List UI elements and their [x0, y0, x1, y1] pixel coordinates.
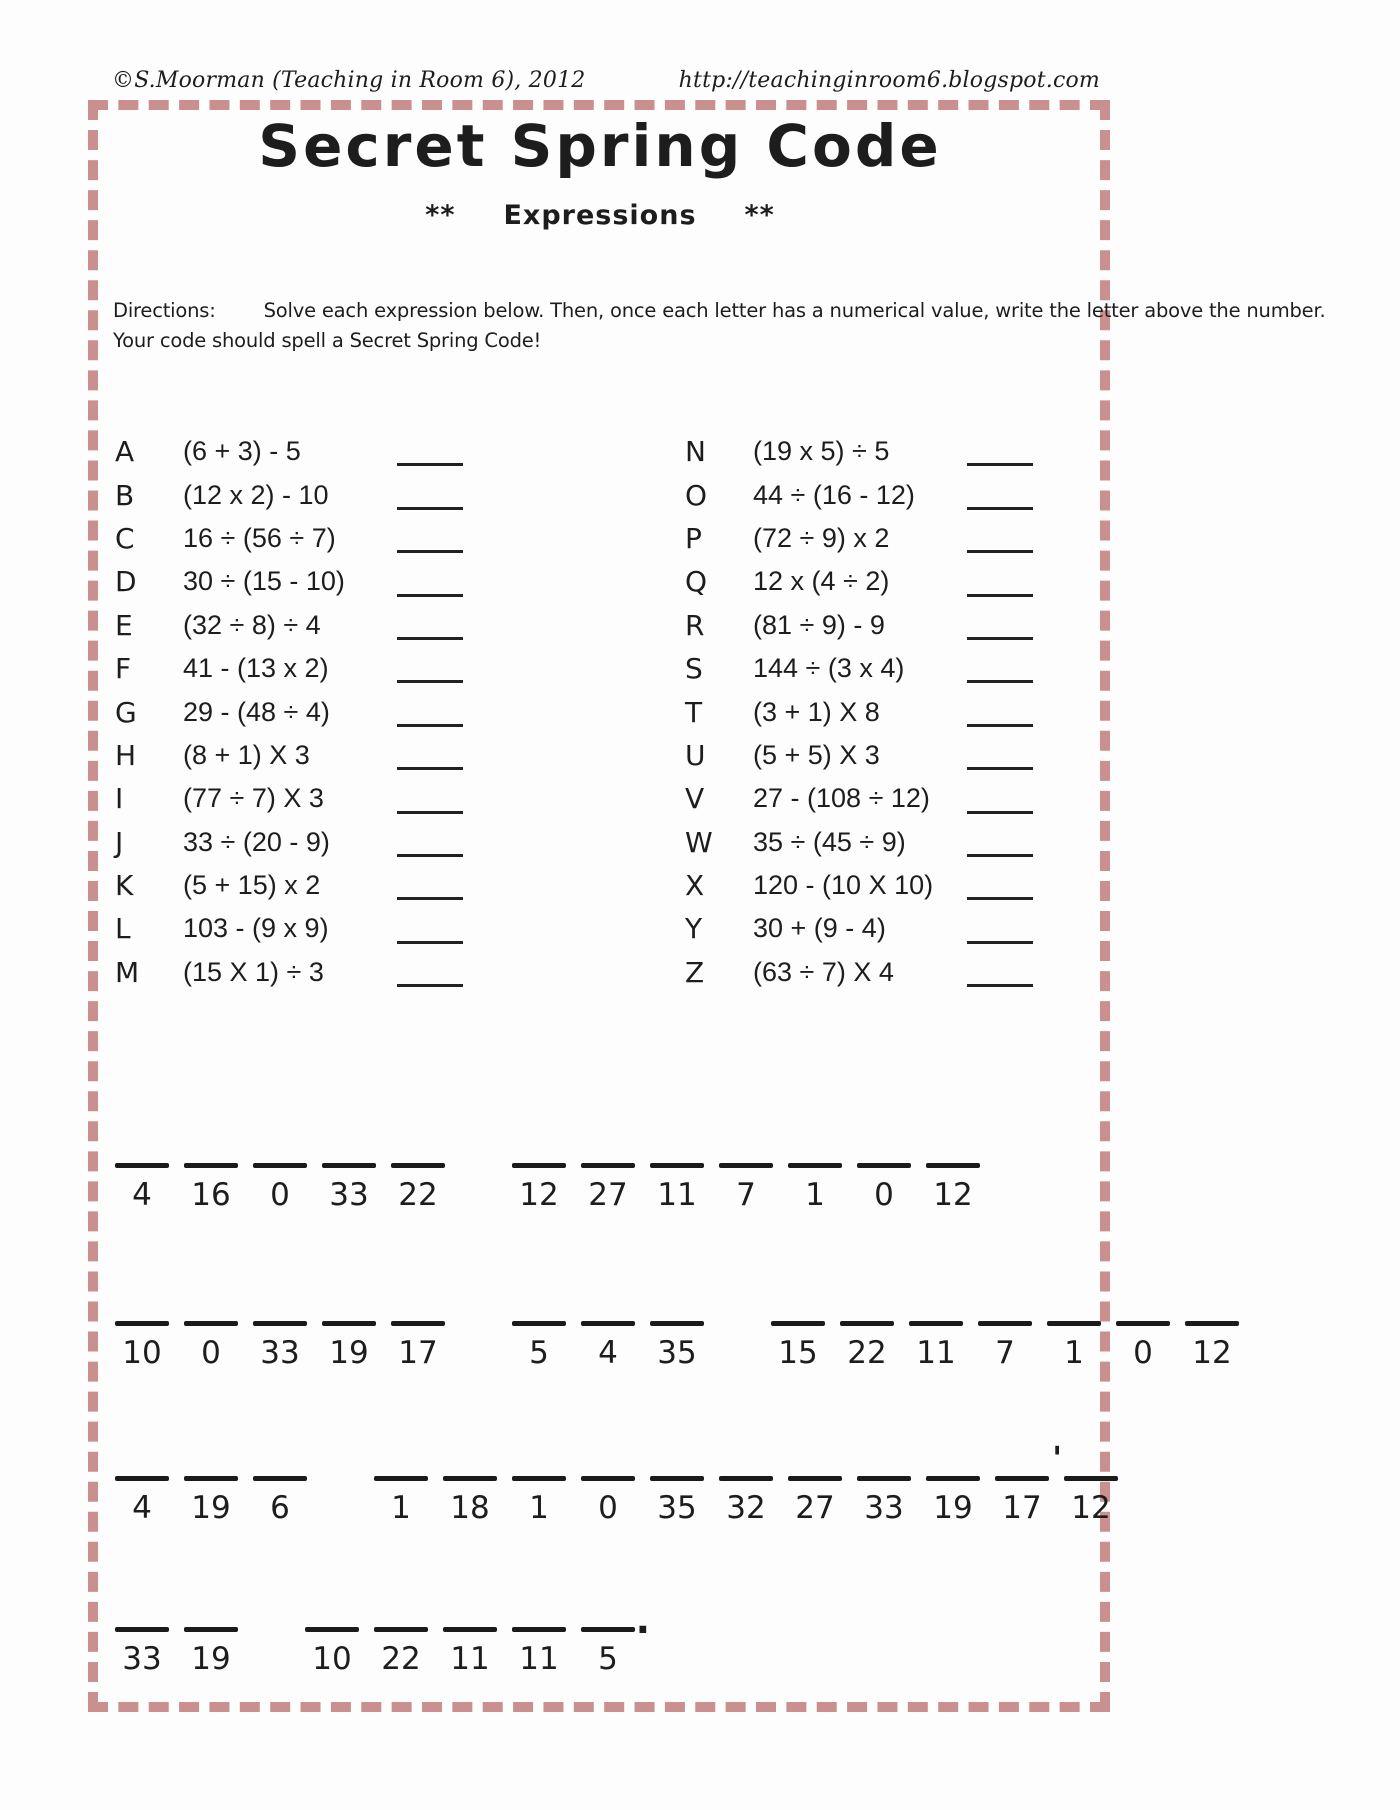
code-cell	[512, 1627, 566, 1677]
code-blank-line	[374, 1627, 428, 1632]
code-cell	[443, 1476, 497, 1526]
code-cell	[374, 1476, 428, 1526]
code-blank-line	[322, 1321, 376, 1326]
answer-blank-line	[967, 507, 1033, 510]
code-blank-line	[909, 1321, 963, 1326]
answer-blank-line	[967, 594, 1033, 597]
answer-blank-line	[397, 767, 463, 770]
code-blank-line	[719, 1476, 773, 1481]
code-number: 4	[132, 1490, 152, 1526]
code-word	[115, 1627, 253, 1677]
code-word	[512, 1163, 995, 1213]
expression-text: 29 - (48 ÷ 4)	[183, 696, 330, 727]
code-blank-line	[650, 1476, 704, 1481]
code-blank-line	[581, 1163, 635, 1168]
code-blank-line	[253, 1321, 307, 1326]
code-cell	[909, 1321, 963, 1371]
expression-letter: A	[115, 435, 135, 469]
code-number: 33	[260, 1335, 300, 1371]
expression-letter: P	[685, 521, 702, 555]
code-number: 11	[519, 1641, 559, 1677]
code-cell	[1185, 1321, 1239, 1371]
expression-letter: I	[115, 782, 124, 816]
code-blank-line	[512, 1321, 566, 1326]
code-blank-line	[184, 1163, 238, 1168]
code-number: 16	[191, 1177, 231, 1213]
expression-row	[685, 473, 1065, 516]
page-title: Secret Spring Code	[258, 112, 942, 180]
code-cell	[184, 1321, 238, 1371]
code-cell	[184, 1627, 238, 1677]
code-blank-line	[719, 1163, 773, 1168]
expression-letter: V	[685, 782, 705, 816]
code-blank-line	[443, 1627, 497, 1632]
code-number: 12	[1192, 1335, 1232, 1371]
expression-row	[685, 647, 1065, 690]
code-blank-line	[1185, 1321, 1239, 1326]
code-blank-line	[253, 1476, 307, 1481]
code-blank-line	[857, 1476, 911, 1481]
code-cell	[391, 1163, 445, 1213]
code-blank-line	[184, 1476, 238, 1481]
code-number: 11	[450, 1641, 490, 1677]
expression-text: 30 + (9 - 4)	[753, 913, 886, 944]
expression-text: 27 - (108 ÷ 12)	[753, 783, 930, 814]
answer-blank-line	[967, 854, 1033, 857]
code-cell	[1064, 1476, 1118, 1526]
expression-row	[685, 907, 1065, 950]
code-number: 12	[1071, 1490, 1111, 1526]
code-cell	[719, 1163, 773, 1213]
expression-row	[685, 560, 1065, 603]
expression-letter: L	[115, 912, 131, 946]
copyright-credit: ©S.Moorman (Teaching in Room 6), 2012	[112, 68, 586, 93]
star-decoration-left: **	[425, 200, 456, 231]
code-blank-line	[115, 1163, 169, 1168]
answer-blank-line	[397, 507, 463, 510]
answer-blank-line	[967, 984, 1033, 987]
code-cell	[253, 1163, 307, 1213]
code-number: 12	[933, 1177, 973, 1213]
answer-blank-line	[397, 637, 463, 640]
expression-text: 35 ÷ (45 ÷ 9)	[753, 826, 906, 857]
code-cell	[443, 1627, 497, 1677]
punctuation-mark: .	[635, 1598, 650, 1642]
code-number: 11	[916, 1335, 956, 1371]
code-blank-line	[115, 1476, 169, 1481]
expression-text: (8 + 1) X 3	[183, 739, 310, 770]
code-cell	[857, 1163, 911, 1213]
code-cell	[184, 1163, 238, 1213]
directions-text2: Your code should spell a Secret Spring Code!	[113, 329, 542, 352]
code-number: 33	[329, 1177, 369, 1213]
code-number: 22	[381, 1641, 421, 1677]
code-cell	[719, 1476, 773, 1526]
code-number: 17	[1002, 1490, 1042, 1526]
code-cell	[581, 1163, 635, 1213]
code-word	[771, 1321, 1254, 1371]
expression-row	[685, 951, 1065, 994]
expression-text: (15 X 1) ÷ 3	[183, 956, 324, 987]
code-blank-line	[391, 1321, 445, 1326]
code-number: 1	[805, 1177, 825, 1213]
answer-blank-line	[397, 854, 463, 857]
code-number: 19	[329, 1335, 369, 1371]
code-blank-line	[840, 1321, 894, 1326]
code-cell	[305, 1627, 359, 1677]
code-cell	[840, 1321, 894, 1371]
blog-url: http://teachinginroom6.blogspot.com	[678, 68, 1100, 93]
code-blank-line	[512, 1627, 566, 1632]
expression-letter: X	[685, 869, 705, 903]
answer-blank-line	[967, 463, 1033, 466]
expression-letter: Z	[685, 955, 705, 989]
expression-letter: U	[685, 738, 706, 772]
expression-row	[115, 690, 475, 733]
answer-blank-line	[397, 680, 463, 683]
expression-letter: F	[115, 652, 132, 686]
code-number: 5	[598, 1641, 618, 1677]
expression-row	[115, 821, 475, 864]
answer-blank-line	[967, 811, 1033, 814]
directions-label: Directions:	[113, 299, 216, 322]
code-number: 1	[391, 1490, 411, 1526]
expression-text: (5 + 5) X 3	[753, 739, 880, 770]
code-blank-line	[374, 1476, 428, 1481]
code-number: 33	[122, 1641, 162, 1677]
code-blank-line	[391, 1163, 445, 1168]
expression-text: 41 - (13 x 2)	[183, 653, 329, 684]
expression-letter: N	[685, 435, 706, 469]
code-number: 0	[270, 1177, 290, 1213]
expression-row	[115, 951, 475, 994]
expression-text: 30 ÷ (15 - 10)	[183, 566, 345, 597]
code-cell	[115, 1627, 169, 1677]
expression-text: (72 ÷ 9) x 2	[753, 522, 890, 553]
code-word	[115, 1476, 322, 1526]
answer-blank-line	[397, 463, 463, 466]
code-cell	[512, 1321, 566, 1371]
expression-row	[685, 734, 1065, 777]
answer-blank-line	[967, 897, 1033, 900]
expression-row	[115, 907, 475, 950]
code-cell	[322, 1321, 376, 1371]
expression-letter: O	[685, 478, 708, 512]
code-cell	[581, 1476, 635, 1526]
expression-letter: Y	[685, 912, 703, 946]
expr-column-right	[685, 430, 1065, 994]
expression-row	[115, 734, 475, 777]
code-blank-line	[650, 1321, 704, 1326]
subtitle-label: Expressions	[503, 200, 697, 231]
answer-blank-line	[967, 680, 1033, 683]
code-number: 32	[726, 1490, 766, 1526]
expression-text: (12 x 2) - 10	[183, 479, 329, 510]
expression-row	[115, 604, 475, 647]
code-number: 10	[312, 1641, 352, 1677]
code-number: 0	[874, 1177, 894, 1213]
code-blank-line	[926, 1163, 980, 1168]
code-blank-line	[978, 1321, 1032, 1326]
expression-row	[685, 864, 1065, 907]
code-blank-line	[1064, 1476, 1118, 1481]
code-cell	[788, 1163, 842, 1213]
code-blank-line	[788, 1476, 842, 1481]
code-number: 5	[529, 1335, 549, 1371]
code-blank-line	[995, 1476, 1049, 1481]
code-blank-line	[115, 1627, 169, 1632]
code-cell	[184, 1476, 238, 1526]
expression-text: (19 x 5) ÷ 5	[753, 436, 890, 467]
code-word	[115, 1163, 460, 1213]
expression-text: (81 ÷ 9) - 9	[753, 609, 885, 640]
answer-blank-line	[967, 941, 1033, 944]
code-cell	[771, 1321, 825, 1371]
code-cell	[581, 1321, 635, 1371]
answer-blank-line	[397, 724, 463, 727]
expression-letter: D	[115, 565, 137, 599]
expression-text: 12 x (4 ÷ 2)	[753, 566, 890, 597]
code-number: 1	[529, 1490, 549, 1526]
expression-row	[115, 473, 475, 516]
code-number: 35	[657, 1490, 697, 1526]
code-blank-line	[512, 1163, 566, 1168]
expression-letter: H	[115, 738, 137, 772]
expression-letter: C	[115, 521, 135, 555]
code-number: 11	[657, 1177, 697, 1213]
code-cell	[788, 1476, 842, 1526]
code-number: 22	[398, 1177, 438, 1213]
code-blank-line	[184, 1321, 238, 1326]
expression-text: (77 ÷ 7) X 3	[183, 783, 324, 814]
code-cell	[253, 1321, 307, 1371]
answer-blank-line	[397, 550, 463, 553]
expression-text: (5 + 15) x 2	[183, 870, 321, 901]
code-row-3	[115, 1439, 1185, 1526]
code-blank-line	[581, 1476, 635, 1481]
code-number: 19	[191, 1490, 231, 1526]
code-number: 27	[588, 1177, 628, 1213]
code-number: 19	[933, 1490, 973, 1526]
expression-row	[115, 560, 475, 603]
code-blank-line	[581, 1627, 635, 1632]
expression-letter: E	[115, 608, 133, 642]
code-cell	[253, 1476, 307, 1526]
code-row-1	[115, 1163, 1047, 1213]
answer-blank-line	[397, 811, 463, 814]
code-number: 17	[398, 1335, 438, 1371]
expression-letter: S	[685, 652, 703, 686]
code-number: 1	[1064, 1335, 1084, 1371]
code-cell	[857, 1476, 911, 1526]
code-number: 7	[736, 1177, 756, 1213]
expression-row	[115, 517, 475, 560]
code-blank-line	[115, 1321, 169, 1326]
code-cell	[1116, 1321, 1170, 1371]
code-number: 4	[132, 1177, 152, 1213]
expression-letter: B	[115, 478, 135, 512]
code-number: 15	[778, 1335, 818, 1371]
code-blank-line	[857, 1163, 911, 1168]
code-number: 10	[122, 1335, 162, 1371]
answer-blank-line	[967, 724, 1033, 727]
answer-blank-line	[967, 550, 1033, 553]
expression-row	[115, 430, 475, 473]
directions-text1: Solve each expression below. Then, once each letter has a numerical value, write the letter above the number.	[263, 299, 1326, 322]
code-blank-line	[771, 1321, 825, 1326]
expression-row	[685, 690, 1065, 733]
code-row-2	[115, 1321, 1306, 1371]
code-cell	[512, 1163, 566, 1213]
code-number: 35	[657, 1335, 697, 1371]
expression-text: (6 + 3) - 5	[183, 436, 301, 467]
code-blank-line	[581, 1321, 635, 1326]
code-cell	[115, 1163, 169, 1213]
code-blank-line	[650, 1163, 704, 1168]
code-blank-line	[184, 1627, 238, 1632]
answer-blank-line	[397, 984, 463, 987]
expression-row	[115, 777, 475, 820]
code-word	[115, 1321, 460, 1371]
code-cell	[115, 1321, 169, 1371]
expr-column-left	[115, 430, 475, 994]
expression-text: (63 ÷ 7) X 4	[753, 956, 894, 987]
star-decoration-right: **	[744, 200, 775, 231]
expression-letter: W	[685, 825, 713, 859]
code-cell	[650, 1476, 704, 1526]
expression-letter: J	[115, 825, 124, 859]
expression-letter: T	[685, 695, 703, 729]
answer-blank-line	[397, 941, 463, 944]
code-number: 33	[864, 1490, 904, 1526]
code-cell	[926, 1476, 980, 1526]
code-blank-line	[305, 1627, 359, 1632]
answer-blank-line	[967, 767, 1033, 770]
answer-blank-line	[397, 897, 463, 900]
code-number: 19	[191, 1641, 231, 1677]
expression-letter: K	[115, 869, 134, 903]
code-number: 22	[847, 1335, 887, 1371]
expression-letter: R	[685, 608, 705, 642]
code-number: 27	[795, 1490, 835, 1526]
code-cell	[926, 1163, 980, 1213]
code-cell	[995, 1439, 1062, 1526]
punctuation-mark: '	[1052, 1439, 1062, 1477]
code-number: 0	[201, 1335, 221, 1371]
code-blank-line	[1116, 1321, 1170, 1326]
code-cell	[650, 1321, 704, 1371]
expression-row	[685, 777, 1065, 820]
expression-text: 103 - (9 x 9)	[183, 913, 329, 944]
code-blank-line	[1047, 1321, 1101, 1326]
code-blank-line	[443, 1476, 497, 1481]
directions	[113, 296, 1326, 356]
answer-blank-line	[397, 594, 463, 597]
code-number: 0	[1133, 1335, 1153, 1371]
code-cell	[374, 1627, 428, 1677]
code-number: 12	[519, 1177, 559, 1213]
code-cell	[1047, 1321, 1101, 1371]
subtitle	[90, 200, 1110, 231]
code-cell	[115, 1476, 169, 1526]
expression-letter: G	[115, 695, 137, 729]
code-number: 6	[270, 1490, 290, 1526]
code-cell	[512, 1476, 566, 1526]
expression-row	[685, 821, 1065, 864]
code-row-4	[115, 1598, 702, 1677]
expression-row	[685, 517, 1065, 560]
code-cell	[322, 1163, 376, 1213]
expression-text: 144 ÷ (3 x 4)	[753, 653, 905, 684]
expression-row	[115, 864, 475, 907]
expression-text: (3 + 1) X 8	[753, 696, 880, 727]
expression-text: 33 ÷ (20 - 9)	[183, 826, 330, 857]
code-blank-line	[253, 1163, 307, 1168]
code-number: 4	[598, 1335, 618, 1371]
code-blank-line	[512, 1476, 566, 1481]
code-word	[512, 1321, 719, 1371]
expression-text: 120 - (10 X 10)	[753, 870, 934, 901]
expression-row	[685, 430, 1065, 473]
code-number: 7	[995, 1335, 1015, 1371]
code-cell	[978, 1321, 1032, 1371]
expression-text: (32 ÷ 8) ÷ 4	[183, 609, 321, 640]
expression-row	[685, 604, 1065, 647]
code-number: 18	[450, 1490, 490, 1526]
code-word	[305, 1598, 650, 1677]
expression-letter: Q	[685, 565, 708, 599]
expression-text: 16 ÷ (56 ÷ 7)	[183, 522, 336, 553]
code-number: 0	[598, 1490, 618, 1526]
expression-row	[115, 647, 475, 690]
code-cell	[581, 1598, 650, 1677]
expression-letter: M	[115, 955, 140, 989]
directions-line1	[113, 296, 1326, 326]
code-blank-line	[926, 1476, 980, 1481]
code-cell	[391, 1321, 445, 1371]
answer-blank-line	[967, 637, 1033, 640]
code-blank-line	[322, 1163, 376, 1168]
code-cell	[650, 1163, 704, 1213]
expression-text: 44 ÷ (16 - 12)	[753, 479, 915, 510]
code-blank-line	[788, 1163, 842, 1168]
code-word	[374, 1439, 1133, 1526]
